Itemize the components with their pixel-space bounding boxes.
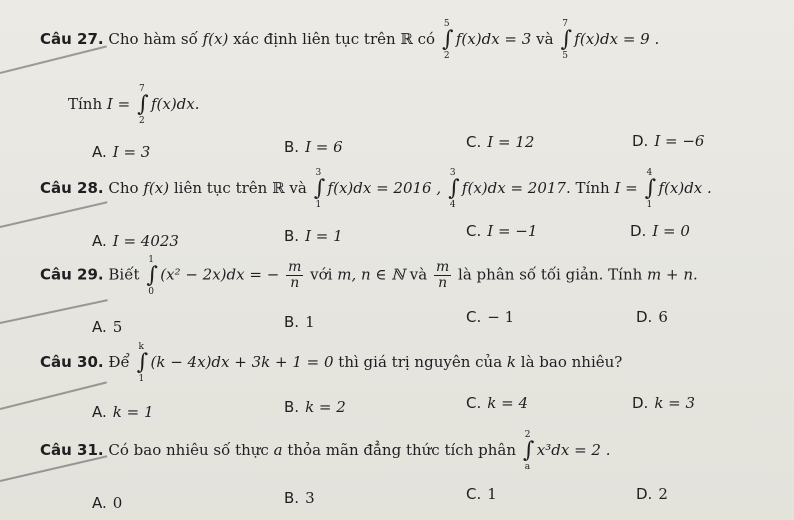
q28-label: Câu 28. [40, 179, 104, 197]
integral-sign: 2 ∫ a [523, 430, 535, 472]
q30-text-c: là bao nhiêu? [520, 353, 623, 371]
q27-I: I = [106, 95, 131, 113]
q31-int: x³dx = 2 . [536, 441, 611, 459]
q27-and: và [536, 30, 554, 48]
q28-int3: f(x)dx . [658, 179, 712, 197]
q27-fx: f(x) [202, 30, 229, 48]
q27-option-c[interactable]: C. I = 12 [466, 133, 535, 151]
pencil-mark [0, 201, 107, 228]
q30-text: Để [108, 353, 130, 371]
q28-text-b: liên tục trên ℝ và [173, 179, 307, 197]
q29-text: Biết [108, 265, 140, 284]
q31-stem [40, 430, 611, 472]
q31-label: Câu 31. [40, 441, 104, 459]
integral-sign: 3 ∫ 4 [448, 168, 460, 210]
q29-option-d[interactable]: D. 6 [636, 308, 668, 326]
q28-tinh: . Tính [565, 179, 610, 197]
q27-tinh: Tính [68, 95, 103, 113]
q29-label: Câu 29. [40, 265, 104, 284]
q30-text-b: thì giá trị nguyên của [338, 353, 503, 371]
q29-voi: với [310, 265, 333, 284]
q27-line2 [68, 84, 200, 126]
q30-int: (k − 4x)dx + 3k + 1 = 0 [150, 353, 334, 371]
q28-option-b[interactable]: B. I = 1 [284, 227, 343, 245]
integral-sign: 3 ∫ 1 [313, 168, 326, 210]
q29-condition: m, n ∈ ℕ [337, 265, 405, 284]
q30-option-c[interactable]: C. k = 4 [466, 394, 528, 412]
q29-option-c[interactable]: C. − 1 [466, 308, 515, 326]
integral-sign: k ∫ 1 [136, 342, 149, 384]
q27-stem [40, 19, 660, 61]
q29-stem [40, 254, 698, 297]
q29-fraction-2: $\frac{m}{n}$ [435, 259, 450, 291]
q28-fx: f(x) [143, 179, 170, 197]
integral-sign: 7 ∫ 5 [560, 19, 573, 61]
q30-var: k [506, 353, 517, 371]
q31-text: Có bao nhiêu số thực [108, 441, 269, 459]
integral-sign: 1 ∫ 0 [146, 254, 158, 297]
q28-option-a[interactable]: A. I = 4023 [92, 232, 179, 250]
q29-int: (x² − 2x)dx = − [160, 265, 280, 284]
q27-label: Câu 27. [40, 30, 104, 48]
integral-sign: 5 ∫ 2 [442, 19, 454, 61]
q28-option-c[interactable]: C. I = −1 [466, 222, 538, 240]
q28-stem [40, 168, 712, 210]
q31-text-b: thỏa mãn đẳng thức tích phân [287, 441, 516, 459]
q30-option-b[interactable]: B. k = 2 [284, 398, 346, 416]
q29-option-a[interactable]: A. 5 [92, 318, 123, 336]
q27-option-b[interactable]: B. I = 6 [284, 138, 343, 156]
q30-option-a[interactable]: A. k = 1 [92, 403, 154, 421]
q31-var: a [273, 441, 283, 459]
q29-text-c: là phân số tối giản. Tính [458, 265, 643, 284]
q27-option-a[interactable]: A. I = 3 [92, 143, 151, 161]
q30-label: Câu 30. [40, 353, 104, 371]
q29-target: m + n. [647, 265, 698, 284]
q27-int1: f(x)dx = 3 [455, 30, 532, 48]
q29-fraction: $\frac{m}{n}$ [288, 259, 302, 291]
q29-option-b[interactable]: B. 1 [284, 313, 315, 331]
q28-I: I = [614, 179, 638, 197]
q31-option-a[interactable]: A. 0 [92, 494, 123, 512]
q27-int3: f(x)dx. [150, 95, 200, 113]
q27-int2: f(x)dx = 9 . [574, 30, 660, 48]
q29-and: và [409, 265, 428, 284]
q27-option-d[interactable]: D. I = −6 [632, 132, 705, 150]
q30-stem [40, 342, 623, 384]
integral-sign: 4 ∫ 1 [644, 168, 657, 210]
q28-int2: f(x)dx = 2017 [461, 179, 566, 197]
q30-option-d[interactable]: D. k = 3 [632, 394, 696, 412]
q31-option-c[interactable]: C. 1 [466, 485, 497, 503]
q31-option-b[interactable]: B. 3 [284, 489, 315, 507]
q27-text-b: xác định liên tục trên ℝ có [233, 30, 436, 48]
q28-option-d[interactable]: D. I = 0 [630, 222, 690, 240]
q28-int1: f(x)dx = 2016 , [327, 179, 442, 197]
integral-sign: 7 ∫ 2 [137, 84, 149, 126]
pencil-mark [0, 381, 107, 410]
q28-text: Cho [108, 179, 139, 197]
q27-text: Cho hàm số [108, 30, 198, 48]
q31-option-d[interactable]: D. 2 [636, 485, 668, 503]
